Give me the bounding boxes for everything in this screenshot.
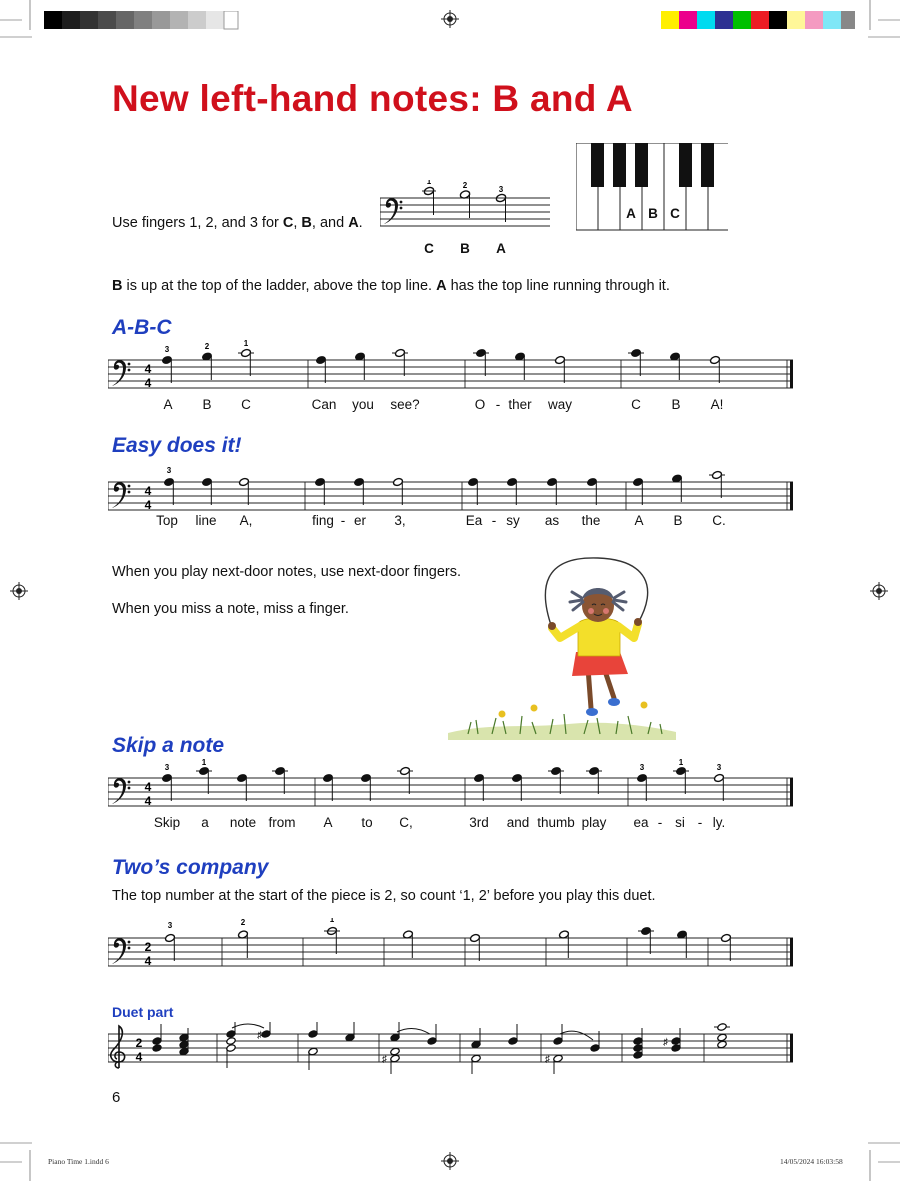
time-sig-bottom: 4 [144, 376, 152, 390]
time-sig-top: 4 [144, 484, 152, 498]
twos-finger-2: 2 [240, 918, 246, 927]
intro-sep-2: , and [311, 215, 349, 231]
ladder-note-a: A [436, 278, 447, 294]
registration-mark-left [10, 582, 28, 600]
svg-text:♯: ♯ [663, 1037, 668, 1048]
time-sig-bottom: 4 [144, 954, 152, 968]
lyric: line [195, 513, 217, 528]
key-label-a: A [626, 206, 636, 221]
tip-next-door: When you play next-door notes, use next-door fingers. [112, 564, 461, 580]
lyric: as [544, 513, 560, 528]
ladder-text-end: has the top line running through it. [446, 278, 670, 294]
ladder-note-b: B [112, 278, 123, 294]
lyric: B [671, 397, 681, 412]
lyric: - [697, 815, 703, 830]
example-finger-3: 3 [498, 185, 504, 194]
registration-mark-bottom [441, 1152, 459, 1170]
lyric: - [340, 513, 346, 528]
intro-sep-1: , [293, 215, 302, 231]
lyric: C [241, 397, 251, 412]
lyric: ea [633, 815, 649, 830]
lyric: B [673, 513, 683, 528]
piece-title-easy: Easy does it! [112, 434, 242, 457]
bass-clef-icon [112, 938, 130, 964]
example-finger-1: 1 [426, 180, 432, 186]
lyric: - [657, 815, 663, 830]
staff-label-a: A [496, 241, 506, 256]
lyric: way [547, 397, 573, 412]
staff-skip [108, 758, 798, 814]
intro-text [112, 215, 363, 231]
lyric: A [163, 397, 173, 412]
twos-finger-3: 3 [167, 921, 173, 930]
bass-clef-icon [112, 360, 130, 386]
staff-abc [108, 340, 798, 396]
lyric: to [361, 815, 373, 830]
lyric: note [229, 815, 257, 830]
duet-time-sig-top: 2 [135, 1036, 143, 1050]
intro-text-end: . [358, 215, 363, 231]
staff-label-b: B [460, 241, 470, 256]
svg-text:♯: ♯ [545, 1054, 550, 1065]
lyric: - [491, 513, 497, 528]
intro-note-b: B [301, 215, 312, 231]
lyric: 3, [394, 513, 406, 528]
skip-finger: 3 [639, 763, 645, 772]
lyric: A [323, 815, 333, 830]
lyric: Skip [153, 815, 181, 830]
duet-time-sig-bottom: 4 [135, 1050, 143, 1064]
skip-finger: 1 [678, 758, 684, 767]
piece-title-twos: Two’s company [112, 856, 269, 879]
intro-note-c: C [282, 215, 294, 231]
lyric: C [631, 397, 641, 412]
lyric: ly. [712, 815, 726, 830]
skip-finger: 1 [201, 758, 207, 767]
indd-file-slug: Piano Time 1.indd 6 [48, 1157, 109, 1166]
duet-intro-text: The top number at the start of the piece is 2, so count ‘1, 2’ before you play this duet. [112, 888, 656, 904]
registration-mark-right [870, 582, 888, 600]
piece-title-skip: Skip a note [112, 734, 225, 757]
abc-finger-1: 1 [243, 340, 249, 348]
piece-title-abc: A-B-C [112, 316, 172, 339]
ladder-explanation [112, 278, 670, 294]
lyric: you [352, 397, 374, 412]
lyric: play [581, 815, 607, 830]
lyric: A! [710, 397, 724, 412]
lyric: ther [508, 397, 532, 412]
intro-text-start: Use fingers 1, 2, and 3 for [112, 215, 283, 231]
lyric: a [201, 815, 209, 830]
time-sig-top: 2 [144, 940, 152, 954]
page-number: 6 [112, 1089, 121, 1106]
lyric: fing [312, 513, 334, 528]
easy-finger-3: 3 [166, 466, 172, 475]
tip-miss-note: When you miss a note, miss a finger. [112, 601, 349, 617]
time-sig-top: 4 [144, 780, 152, 794]
example-staff [380, 180, 552, 240]
time-sig-bottom: 4 [144, 498, 152, 512]
bass-clef-icon [112, 778, 130, 804]
lyric: thumb [537, 815, 575, 830]
abc-finger-3: 3 [164, 345, 170, 354]
skipping-girl-illustration [448, 548, 678, 744]
page-title: New left-hand notes: B and A [112, 78, 633, 119]
svg-text:♯: ♯ [257, 1030, 262, 1041]
lyric: 3rd [469, 815, 489, 830]
staff-easy [108, 462, 798, 518]
lyric: C, [399, 815, 413, 830]
lyric: A [634, 513, 644, 528]
lyric: C. [712, 513, 726, 528]
lyric: from [268, 815, 296, 830]
time-sig-top: 4 [144, 362, 152, 376]
lyric: er [353, 513, 367, 528]
bass-clef-icon [384, 198, 402, 224]
twos-finger-1: 1 [329, 918, 335, 924]
lyric: and [506, 815, 530, 830]
example-finger-2: 2 [462, 181, 468, 190]
time-sig-bottom: 4 [144, 794, 152, 808]
duet-part-label: Duet part [112, 1004, 174, 1020]
lyric: A, [239, 513, 253, 528]
lyric: the [581, 513, 601, 528]
key-label-b: B [648, 206, 658, 221]
lyric: see? [390, 397, 420, 412]
lyric: B [202, 397, 212, 412]
lyric: si [675, 815, 685, 830]
print-timestamp: 14/05/2024 16:03:58 [780, 1157, 843, 1166]
bass-clef-icon [112, 482, 130, 508]
lyric: sy [506, 513, 520, 528]
skip-finger: 3 [716, 763, 722, 772]
lyric: Ea [465, 513, 483, 528]
registration-mark-top [441, 10, 459, 28]
lyric: Can [311, 397, 337, 412]
svg-text:♯: ♯ [382, 1054, 387, 1065]
staff-twos [108, 918, 798, 974]
staff-label-c: C [424, 241, 434, 256]
staff-duet [108, 1022, 798, 1074]
skip-finger: 3 [164, 763, 170, 772]
key-label-c: C [670, 206, 680, 221]
intro-note-a: A [348, 215, 359, 231]
lyric: O [474, 397, 486, 412]
lyric: - [495, 397, 501, 412]
abc-finger-2: 2 [204, 342, 210, 351]
ladder-text-mid: is up at the top of the ladder, above the top line. [122, 278, 437, 294]
lyric: Top [156, 513, 178, 528]
